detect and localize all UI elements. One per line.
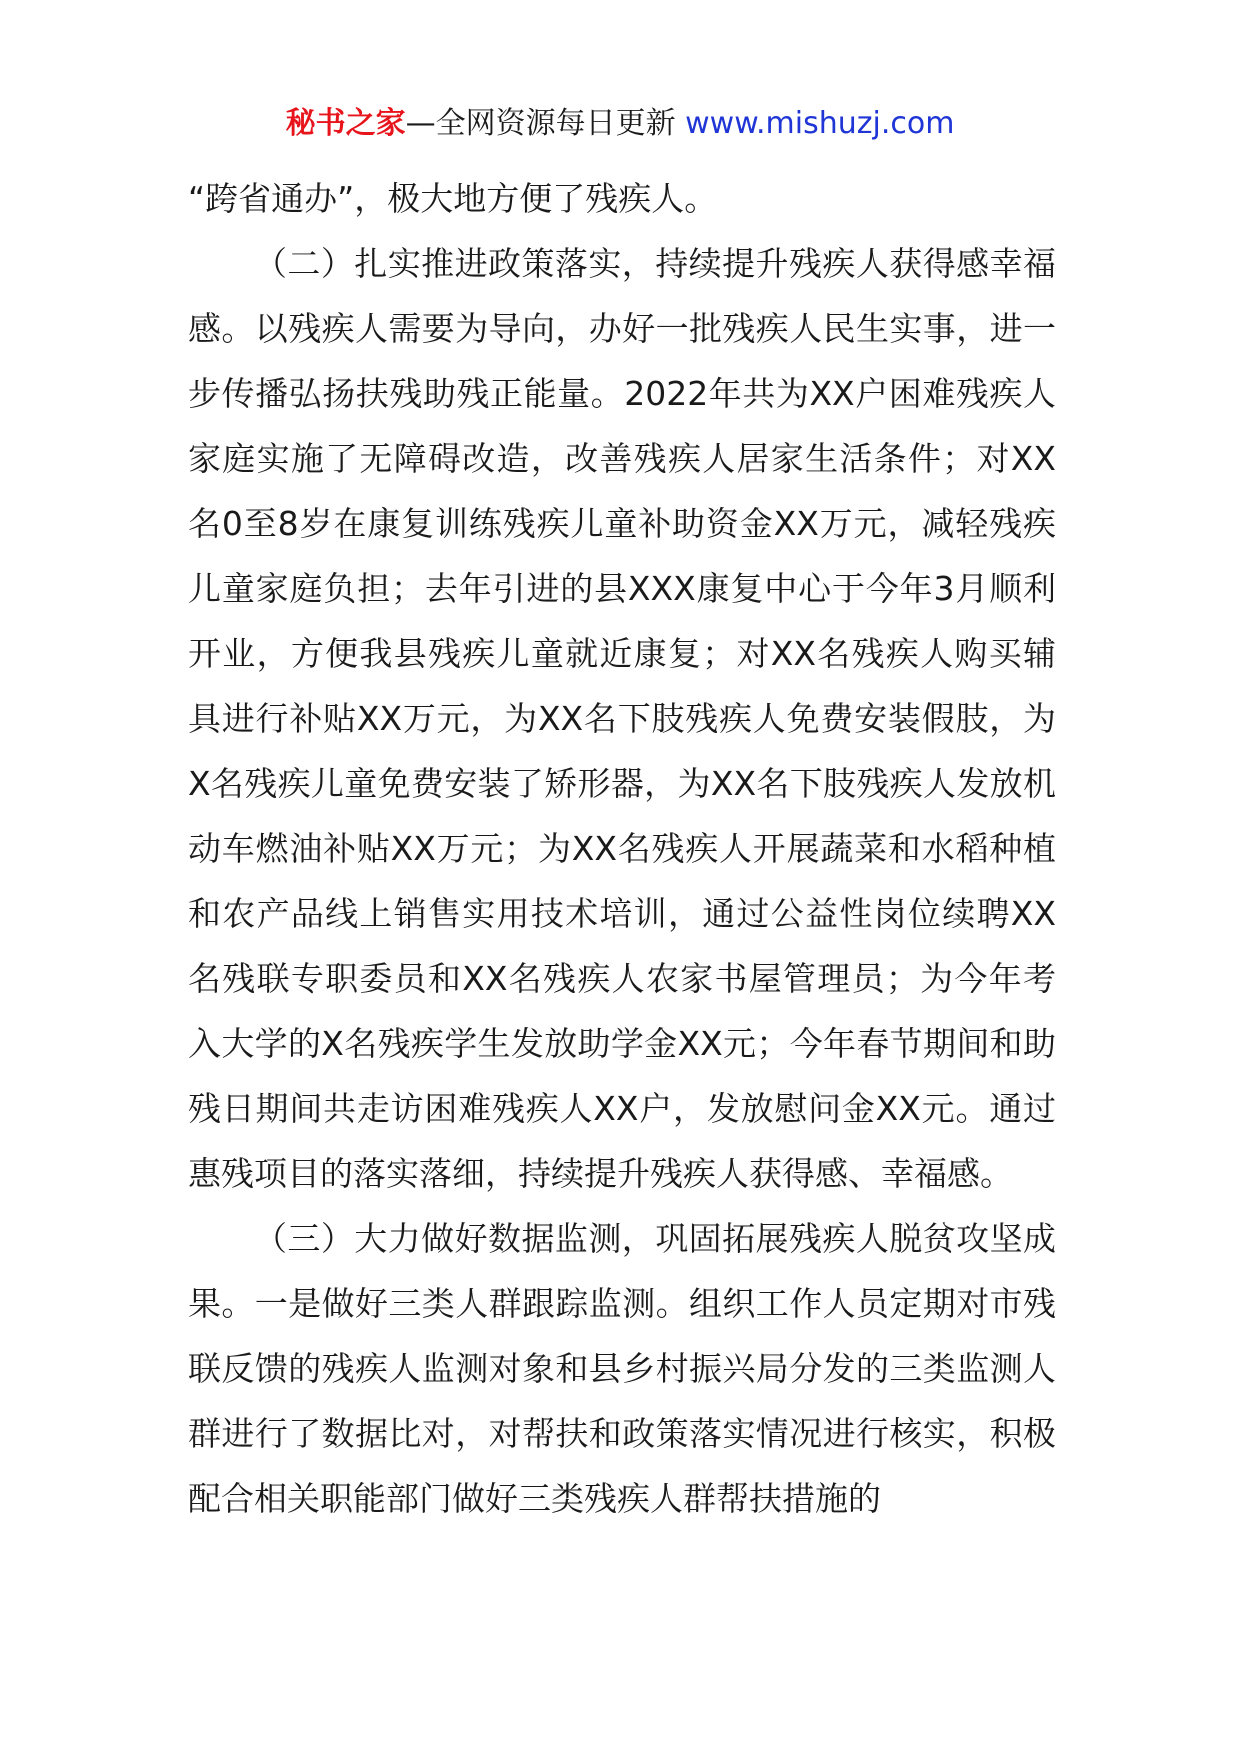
document-body (188, 166, 1056, 1531)
paragraph-continuation: “跨省通办”，极大地方便了残疾人。 (188, 179, 718, 218)
site-watermark-header (0, 100, 1240, 148)
site-slogan: —全网资源每日更新 (405, 106, 686, 141)
paragraph-data-monitoring: （三）大力做好数据监测，巩固拓展残疾人脱贫攻坚成果。一是做好三类人群跟踪监测。组织工作人员定期对市残联反馈的残疾人监测对象和县乡村振兴局分发的三类监测人群进行了数据比对，对帮扶和政策落实情况进行核实，积极配合相关职能部门做好三类残疾人群帮扶措施的 (188, 1219, 1056, 1518)
site-url: www.mishuzj.com (685, 106, 955, 141)
paragraph-policy-implementation: （二）扎实推进政策落实，持续提升残疾人获得感幸福感。以残疾人需要为导向，办好一批残疾人民生实事，进一步传播弘扬扶残助残正能量。2022年共为XX户困难残疾人家庭实施了无障碍改造，改善残疾人居家生活条件；对XX名0至8岁在康复训练残疾儿童补助资金XX万元，减轻残疾儿童家庭负担；去年引进的县XXX康复中心于今年3月顺利开业，方便我县残疾儿童就近康复；对XX名残疾人购买辅具进行补贴XX万元，为XX名下肢残疾人免费安装假肢，为X名残疾儿童免费安装了矫形器，为XX名下肢残疾人发放机动车燃油补贴XX万元；为XX名残疾人开展蔬菜和水稻种植和农产品线上销售实用技术培训，通过公益性岗位续聘XX名残联专职委员和XX名残疾人农家书屋管理员；为今年考入大学的X名残疾学生发放助学金XX元；今年春节期间和助残日期间共走访困难残疾人XX户，发放慰问金XX元。通过惠残项目的落实落细，持续提升残疾人获得感、幸福感。 (188, 244, 1056, 1193)
site-brand: 秘书之家 (285, 106, 406, 141)
